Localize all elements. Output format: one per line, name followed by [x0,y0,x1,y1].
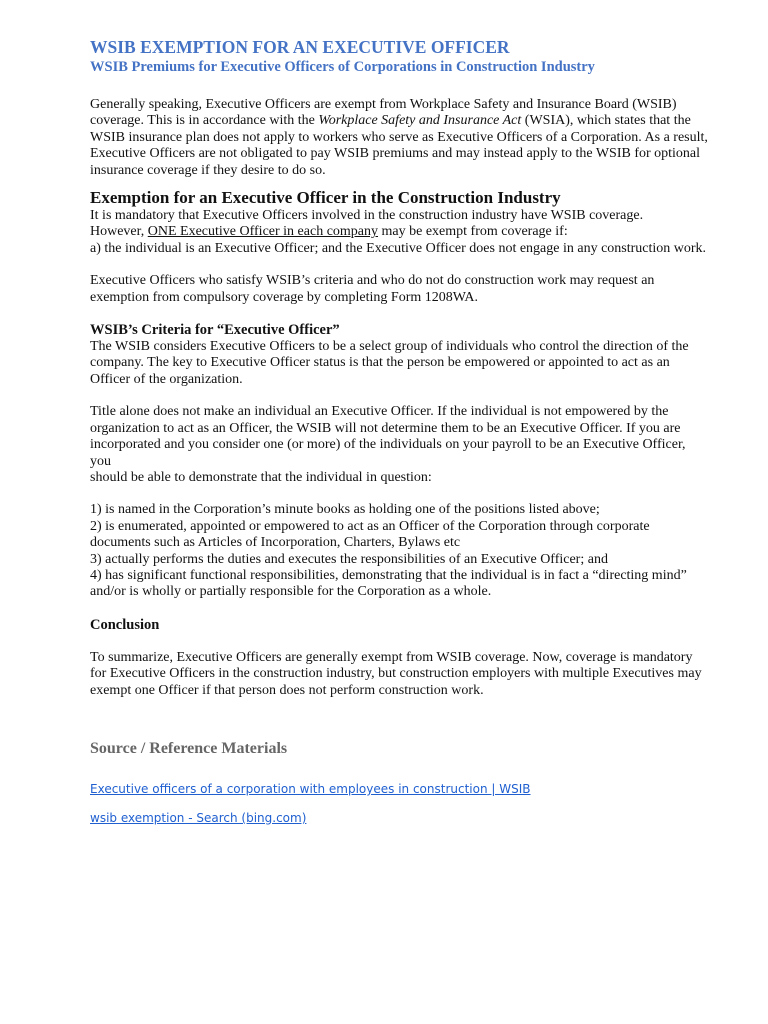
criteria-item: 4) has significant functional responsibilities, demonstrating that the individual is in fact a “directing mind” [90,567,687,583]
criteria-heading: WSIB’s Criteria for “Executive Officer” [90,322,340,339]
criteria-line: Officer of the organization. [90,371,243,387]
intro-line: Executive Officers are not obligated to pay WSIB premiums and may instead apply to the WSIB for optional [90,146,701,162]
construction-line: exemption from compulsory coverage by completing Form 1208WA. [90,289,479,305]
construction-section [90,208,710,306]
criteria-item: 3) actually performs the duties and executes the responsibilities of an Executive Officer; and [90,551,608,567]
construction-heading: Exemption for an Executive Officer in the Construction Industry [90,188,561,208]
document-title: WSIB EXEMPTION FOR AN EXECUTIVE OFFICER [90,37,510,57]
criteria-item: and/or is wholly or partially responsible for the Corporation as a whole. [90,584,492,600]
construction-line: Executive Officers who satisfy WSIB’s criteria and who do not do construction work may request an [90,273,655,289]
intro-text: (WSIA), which states that the [521,113,691,129]
intro-paragraph [90,97,710,179]
criteria-line: organization to act as an Officer, the WSIB will not determine them to be an Executive Officer. If you are [90,420,681,436]
criteria-line: incorporated and you consider one (or more) of the individuals on your payroll to be an Executive Officer, you [90,437,686,469]
criteria-item: documents such as Articles of Incorporation, Charters, Bylaws etc [90,535,461,551]
conclusion-line: To summarize, Executive Officers are generally exempt from WSIB coverage. Now, coverage is mandatory [90,649,693,665]
criteria-line: company. The key to Executive Officer status is that the person be empowered or appointed to act as an [90,355,670,371]
intro-line: Generally speaking, Executive Officers are exempt from Workplace Safety and Insurance Board (WSIB) [90,97,677,112]
criteria-item: 1) is named in the Corporation’s minute books as holding one of the positions listed above; [90,502,600,518]
document-subtitle: WSIB Premiums for Executive Officers of Corporations in Construction Industry [90,59,595,75]
conclusion-line: exempt one Officer if that person does not perform construction work. [90,682,484,698]
bing-search-link[interactable]: wsib exemption - Search (bing.com) [90,810,307,825]
criteria-line: The WSIB considers Executive Officers to be a select group of individuals who control the direction of the [90,339,689,355]
wsib-reference-link[interactable]: Executive officers of a corporation with employees in construction | WSIB [90,781,531,796]
source-heading: Source / Reference Materials [90,739,288,757]
construction-text: However, [90,224,148,240]
conclusion-line: for Executive Officers in the construction industry, but construction employers with multiple Executives may [90,666,702,682]
intro-text: coverage. This is in accordance with the [90,113,319,129]
conclusion-heading: Conclusion [90,616,160,633]
construction-line: It is mandatory that Executive Officers involved in the construction industry have WSIB coverage. [90,208,644,224]
criteria-section [90,339,710,601]
intro-line: insurance coverage if they desire to do so. [90,162,326,178]
intro-line: WSIB insurance plan does not apply to workers who serve as Executive Officers of a Corporation. As a result, [90,129,708,145]
construction-text: may be exempt from coverage if: [378,224,568,240]
criteria-line: Title alone does not make an individual an Executive Officer. If the individual is not empowered by the [90,404,669,420]
construction-condition-a: a) the individual is an Executive Officer; and the Executive Officer does not engage in any construction work. [90,240,707,256]
criteria-item: 2) is enumerated, appointed or empowered to act as an Officer of the Corporation through corporate [90,518,650,534]
construction-line [90,224,710,240]
one-officer-underlined: ONE Executive Officer in each company [147,224,379,240]
document-page [90,36,710,826]
intro-line [90,113,710,129]
criteria-line: should be able to demonstrate that the individual in question: [90,469,432,485]
act-name-italic: Workplace Safety and Insurance Act [318,113,522,129]
conclusion-section [90,650,710,699]
